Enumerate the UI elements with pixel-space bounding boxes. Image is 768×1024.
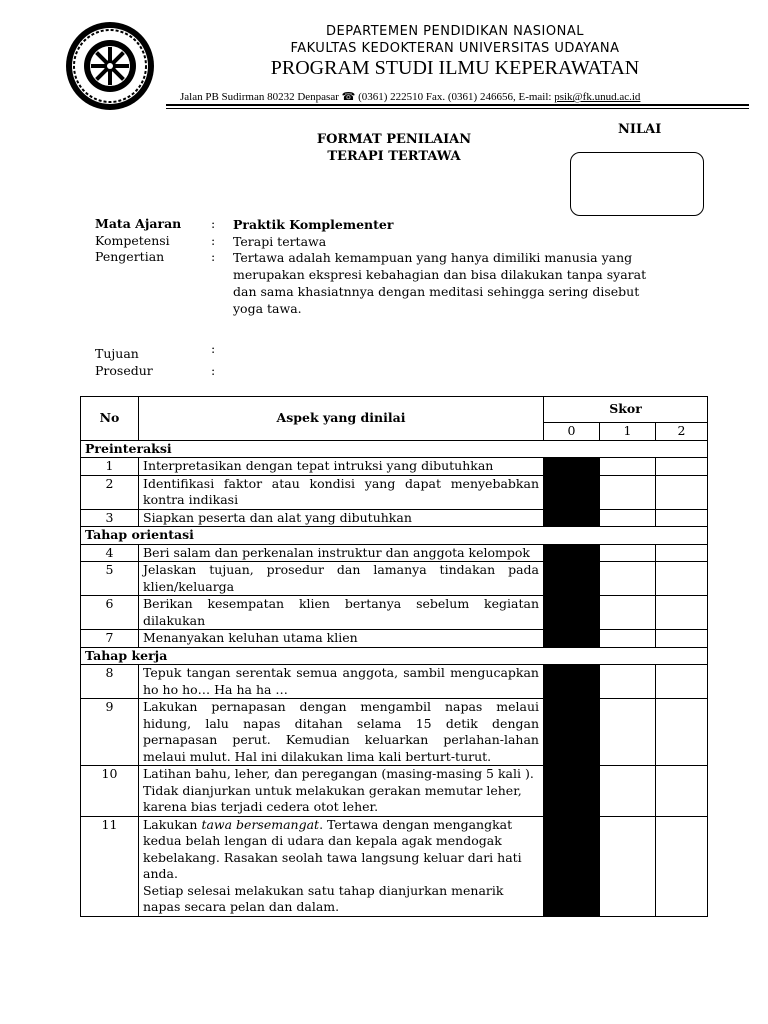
row-no: 11 xyxy=(81,816,139,916)
row-text-b: . Tertawa dengan mengangkat kedua belah lengan di udara dan kepala agak mendogak kebelakang. Rasakan seolah tawa langsung keluar dari hati anda. xyxy=(143,816,522,881)
score-1-cell[interactable] xyxy=(600,630,656,648)
colon: : xyxy=(211,341,216,356)
table-row xyxy=(81,665,708,699)
score-0-cell[interactable] xyxy=(544,475,600,509)
row-no: 6 xyxy=(81,596,139,630)
score-0-cell[interactable] xyxy=(544,596,600,630)
table-row xyxy=(81,562,708,596)
row-text-c: Setiap selesai melakukan satu tahap dianjurkan menarik napas secara pelan dan dalam. xyxy=(143,882,504,914)
row-aspek: Lakukan pernapasan dengan mengambil napas melaui hidung, lalu napas ditahan selama 15 detik dengan pernapasan perut. Kemudian keluarkan perlahan-lahan melaui mulut. Hal ini dilakukan lima kali berturt-turut. xyxy=(139,699,544,766)
col-skor-header: Skor xyxy=(544,397,708,423)
score-1-cell[interactable] xyxy=(600,458,656,476)
score-0-cell[interactable] xyxy=(544,458,600,476)
score-2-cell[interactable] xyxy=(656,562,708,596)
score-0-cell[interactable] xyxy=(544,699,600,766)
score-2-cell[interactable] xyxy=(656,766,708,817)
score-2-cell[interactable] xyxy=(656,596,708,630)
row-no: 4 xyxy=(81,544,139,562)
header-rule-thin xyxy=(166,108,749,109)
row-no: 1 xyxy=(81,458,139,476)
table-row xyxy=(81,475,708,509)
row-no: 5 xyxy=(81,562,139,596)
table-row xyxy=(81,458,708,476)
skor-0-header: 0 xyxy=(544,423,600,441)
score-1-cell[interactable] xyxy=(600,544,656,562)
row-aspek: Berikan kesempatan klien bertanya sebelum kegiatan dilakukan xyxy=(139,596,544,630)
row-no: 3 xyxy=(81,509,139,527)
row-aspek: Interpretasikan dengan tepat intruksi yang dibutuhkan xyxy=(139,458,544,476)
faculty-name: FAKULTAS KEDOKTERAN UNIVERSITAS UDAYANA xyxy=(290,41,620,56)
prosedur-label: Prosedur xyxy=(95,363,153,378)
header-rule xyxy=(166,104,749,106)
table-row xyxy=(81,699,708,766)
tujuan-label: Tujuan xyxy=(95,346,139,361)
table-row xyxy=(81,596,708,630)
row-aspek: Siapkan peserta dan alat yang dibutuhkan xyxy=(139,509,544,527)
colon: : xyxy=(211,233,216,248)
score-0-cell[interactable] xyxy=(544,630,600,648)
section-row-preinteraksi xyxy=(81,440,708,458)
row-no: 9 xyxy=(81,699,139,766)
score-1-cell[interactable] xyxy=(600,509,656,527)
pengertian-label: Pengertian xyxy=(95,249,165,264)
score-2-cell[interactable] xyxy=(656,816,708,916)
row-no: 10 xyxy=(81,766,139,817)
assessment-table xyxy=(80,396,708,917)
score-1-cell[interactable] xyxy=(600,665,656,699)
section-row-orientasi xyxy=(81,527,708,545)
row-aspek: Jelaskan tujuan, prosedur dan lamanya tindakan pada klien/keluarga xyxy=(139,562,544,596)
score-1-cell[interactable] xyxy=(600,766,656,817)
row-aspek: Menanyakan keluhan utama klien xyxy=(139,630,544,648)
table-header-row xyxy=(81,397,708,423)
section-title: Tahap kerja xyxy=(81,647,708,665)
table-row xyxy=(81,630,708,648)
university-seal-logo xyxy=(64,20,156,112)
score-0-cell[interactable] xyxy=(544,766,600,817)
colon: : xyxy=(211,216,216,231)
row-aspek: Latihan bahu, leher, dan peregangan (masing-masing 5 kali ). Tidak dianjurkan untuk melakukan gerakan memutar leher, karena bias terjadi cedera otot leher. xyxy=(139,766,544,817)
score-2-cell[interactable] xyxy=(656,665,708,699)
pengertian-value: Tertawa adalah kemampuan yang hanya dimiliki manusia yang merupakan ekspresi kebahagian dan bisa dilakukan tanpa syarat dan sama khasiatnnya dengan meditasi sehingga sering disebut yoga tawa. xyxy=(233,250,647,316)
table-row xyxy=(81,544,708,562)
score-0-cell[interactable] xyxy=(544,816,600,916)
score-1-cell[interactable] xyxy=(600,596,656,630)
score-2-cell[interactable] xyxy=(656,630,708,648)
score-2-cell[interactable] xyxy=(656,475,708,509)
address-line xyxy=(180,90,640,103)
nilai-box[interactable] xyxy=(570,152,704,216)
section-title: Tahap orientasi xyxy=(81,527,708,545)
row-no: 7 xyxy=(81,630,139,648)
row-text-emphasis: tawa bersemangat xyxy=(201,816,320,832)
score-0-cell[interactable] xyxy=(544,509,600,527)
section-row-kerja xyxy=(81,647,708,665)
kompetensi-value: Terapi tertawa xyxy=(233,234,327,249)
row-aspek xyxy=(139,816,544,916)
mata-ajaran-label: Mata Ajaran xyxy=(95,216,182,231)
score-1-cell[interactable] xyxy=(600,699,656,766)
score-1-cell[interactable] xyxy=(600,562,656,596)
skor-2-header: 2 xyxy=(656,423,708,441)
table-row xyxy=(81,766,708,817)
table-row xyxy=(81,509,708,527)
program-name: PROGRAM STUDI ILMU KEPERAWATAN xyxy=(270,57,640,79)
row-no: 2 xyxy=(81,475,139,509)
nilai-label: NILAI xyxy=(618,122,662,137)
score-1-cell[interactable] xyxy=(600,475,656,509)
score-2-cell[interactable] xyxy=(656,699,708,766)
row-no: 8 xyxy=(81,665,139,699)
col-no-header: No xyxy=(81,397,139,441)
row-text-a: Lakukan xyxy=(143,816,202,832)
skor-1-header: 1 xyxy=(600,423,656,441)
row-aspek: Beri salam dan perkenalan instruktur dan anggota kelompok xyxy=(139,544,544,562)
department-name: DEPARTEMEN PENDIDIKAN NASIONAL xyxy=(326,24,584,39)
score-1-cell[interactable] xyxy=(600,816,656,916)
colon: : xyxy=(211,249,216,264)
form-title: FORMAT PENILAIAN xyxy=(316,132,472,147)
row-aspek: Identifikasi faktor atau kondisi yang dapat menyebabkan kontra indikasi xyxy=(139,475,544,509)
form-subtitle: TERAPI TERTAWA xyxy=(327,149,461,164)
address-text: Jalan PB Sudirman 80232 Denpasar ☎ (0361) 222510 Fax. (0361) 246656, E-mail: xyxy=(180,91,555,103)
table-row xyxy=(81,816,708,916)
col-aspek-header: Aspek yang dinilai xyxy=(139,397,544,441)
colon: : xyxy=(211,363,216,378)
row-aspek: Tepuk tangan serentak semua anggota, sambil mengucapkan ho ho ho… Ha ha ha … xyxy=(139,665,544,699)
kompetensi-label: Kompetensi xyxy=(95,233,170,248)
email-link[interactable]: psik@fk.unud.ac.id xyxy=(554,91,641,103)
score-2-cell[interactable] xyxy=(656,458,708,476)
score-0-cell[interactable] xyxy=(544,544,600,562)
score-0-cell[interactable] xyxy=(544,665,600,699)
score-2-cell[interactable] xyxy=(656,509,708,527)
mata-ajaran-value: Praktik Komplementer xyxy=(233,217,394,232)
section-title: Preinteraksi xyxy=(81,440,708,458)
score-0-cell[interactable] xyxy=(544,562,600,596)
score-2-cell[interactable] xyxy=(656,544,708,562)
